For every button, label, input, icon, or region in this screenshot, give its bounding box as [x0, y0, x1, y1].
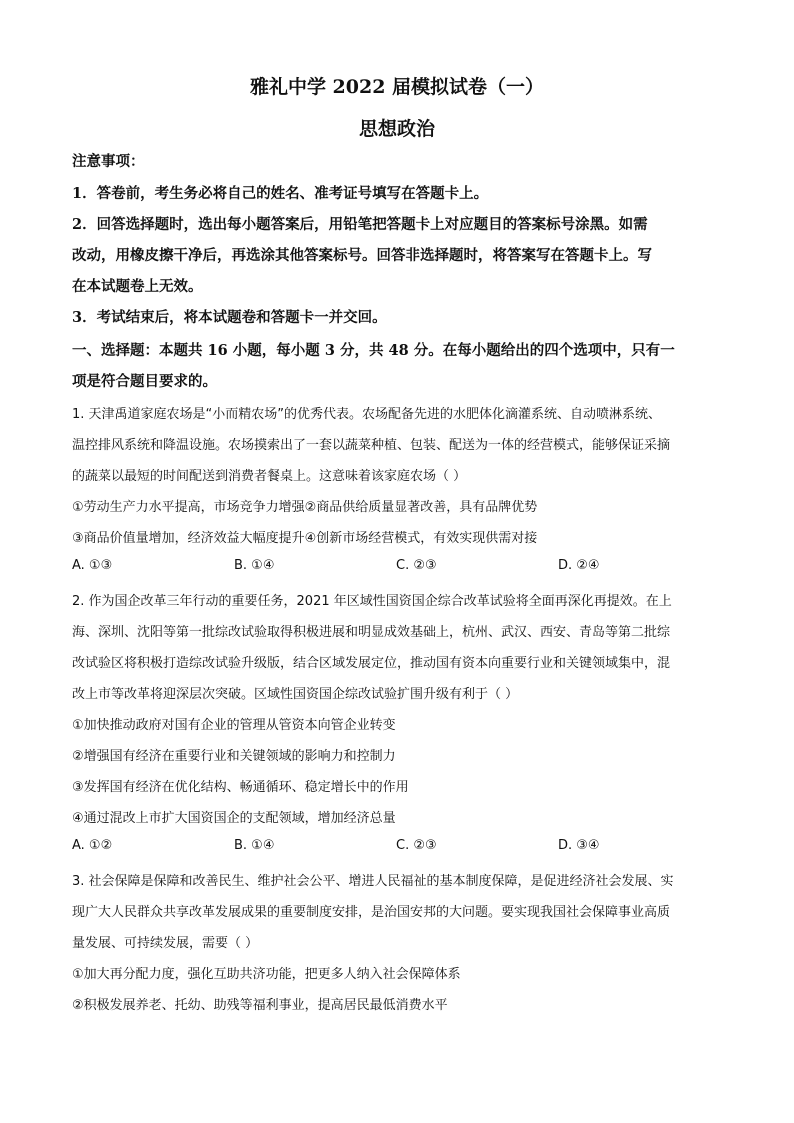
- q2-option-c: C. ②③: [396, 838, 437, 853]
- q2-statement-3: ③发挥国有经济在优化结构、畅通循环、稳定增长中的作用: [72, 780, 409, 795]
- q3-statement-1: ①加大再分配力度，强化互助共济功能，把更多人纳入社会保障体系: [72, 967, 461, 982]
- q2-stem-line-1: 2. 作为国企改革三年行动的重要任务，2021 年区域性国资国企综合改革试验将全面再深化再提效。在上: [72, 594, 672, 609]
- q2-stem-line-2: 海、深圳、沈阳等第一批综改试验取得积极进展和明显成效基础上，杭州、武汉、西安、青岛等第二批综: [72, 625, 671, 640]
- notice-item-2-line-3: 在本试题卷上无效。: [72, 278, 203, 295]
- q2-stem-line-3: 改试验区将积极打造综改试验升级版，结合区域发展定位，推动国有资本向重要行业和关键领域集中，混: [72, 656, 671, 671]
- q2-stem-line-4: 改上市等改革将迎深层次突破。区域性国资国企综改试验扩围升级有利于（ ）: [72, 687, 519, 702]
- q1-statement-2: ③商品价值量增加，经济效益大幅度提升④创新市场经营模式，有效实现供需对接: [72, 531, 538, 546]
- q3-stem-line-1: 3. 社会保障是保障和改善民生、维护社会公平、增进人民福祉的基本制度保障，是促进经济社会发展、实: [72, 874, 674, 889]
- q1-statement-1: ①劳动生产力水平提高，市场竞争力增强②商品供给质量显著改善，具有品牌优势: [72, 500, 538, 515]
- subject-title: 思想政治: [358, 118, 435, 140]
- exam-title: 雅礼中学 2022 届模拟试卷（一）: [249, 76, 545, 98]
- q2-statement-1: ①加快推动政府对国有企业的管理从管资本向管企业转变: [72, 718, 396, 733]
- q2-option-b: B. ①④: [234, 838, 275, 853]
- q1-option-b: B. ①④: [234, 558, 275, 573]
- section-heading-line-1: 一、选择题：本题共 16 小题，每小题 3 分，共 48 分。在每小题给出的四个选项中，只有一: [72, 342, 675, 359]
- notice-item-2-line-1: 2．回答选择题时，选出每小题答案后，用铅笔把答题卡上对应题目的答案标号涂黑。如需: [72, 216, 648, 233]
- notice-item-1: 1．答卷前，考生务必将自己的姓名、准考证号填写在答题卡上。: [72, 185, 489, 202]
- q1-stem-line-1: 1. 天津禹道家庭农场是“小而精农场”的优秀代表。农场配备先进的水肥体化滴灌系统、自动喷淋系统、: [72, 407, 662, 422]
- q1-option-c: C. ②③: [396, 558, 437, 573]
- q2-option-a: A. ①②: [72, 838, 113, 853]
- section-heading-line-2: 项是符合题目要求的。: [72, 373, 217, 390]
- q1-option-a: A. ①③: [72, 558, 113, 573]
- notice-item-2-line-2: 改动，用橡皮擦干净后，再选涂其他答案标号。回答非选择题时，将答案写在答题卡上。写: [72, 247, 652, 264]
- q3-stem-line-3: 量发展、可持续发展，需要（ ）: [72, 936, 259, 951]
- q2-statement-2: ②增强国有经济在重要行业和关键领域的影响力和控制力: [72, 749, 396, 764]
- q1-stem-line-3: 的蔬菜以最短的时间配送到消费者餐桌上。这意味着该家庭农场（ ）: [72, 469, 467, 484]
- q2-statement-4: ④通过混改上市扩大国资国企的支配领域，增加经济总量: [72, 811, 396, 826]
- q3-stem-line-2: 现广大人民群众共享改革发展成果的重要制度安排，是治国安邦的大问题。要实现我国社会保障事业高质: [72, 905, 671, 920]
- q2-option-d: D. ③④: [558, 838, 600, 853]
- notice-heading: 注意事项：: [72, 153, 145, 170]
- notice-item-3: 3．考试结束后，将本试题卷和答题卡一并交回。: [72, 309, 387, 326]
- q1-stem-line-2: 温控排风系统和降温设施。农场摸索出了一套以蔬菜种植、包装、配送为一体的经营模式，能够保证采摘: [72, 438, 671, 453]
- q3-statement-2: ②积极发展养老、托幼、助残等福利事业，提高居民最低消费水平: [72, 998, 448, 1013]
- q1-option-d: D. ②④: [558, 558, 600, 573]
